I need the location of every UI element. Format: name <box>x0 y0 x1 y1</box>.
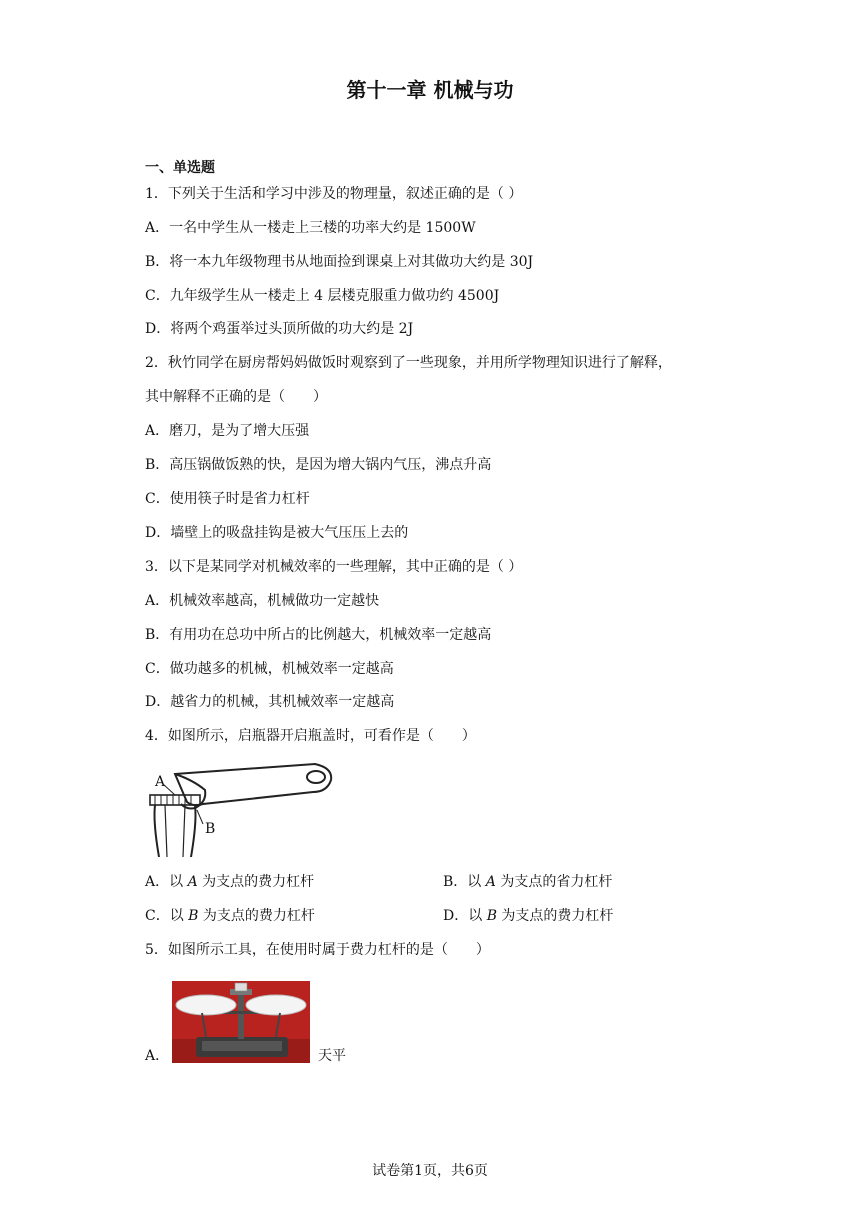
q2-stem-line2: 其中解释不正确的是（ ） <box>145 389 327 405</box>
section-heading: 一、单选题 <box>145 160 215 176</box>
q5-option-a-caption: 天平 <box>318 1048 346 1064</box>
q4-option-a: A．以 A 为支点的费力杠杆 <box>145 874 315 890</box>
q1-stem: 1．下列关于生活和学习中涉及的物理量，叙述正确的是（ ） <box>145 186 523 202</box>
page-title: 第十一章 机械与功 <box>346 78 514 102</box>
q3-stem: 3．以下是某同学对机械效率的一些理解，其中正确的是（ ） <box>145 559 523 575</box>
q3-option-b: B．有用功在总功中所占的比例越大，机械效率一定越高 <box>145 627 492 643</box>
q5-option-a-label: A． <box>145 1048 170 1064</box>
q2-option-a: A．磨刀，是为了增大压强 <box>145 423 310 439</box>
page-footer: 试卷第1页，共6页 <box>372 1163 488 1179</box>
q2-stem-line1: 2．秋竹同学在厨房帮妈妈做饭时观察到了一些现象，并用所学物理知识进行了解释， <box>145 355 672 371</box>
q4-option-c: C．以 B 为支点的费力杠杆 <box>145 908 315 924</box>
figure-label-a: A <box>155 774 166 790</box>
q1-option-b: B．将一本九年级物理书从地面捡到课桌上对其做功大约是 30J <box>145 254 534 270</box>
q4-stem: 4．如图所示，启瓶器开启瓶盖时，可看作是（ ） <box>145 728 476 744</box>
q3-option-c: C．做功越多的机械，机械效率一定越高 <box>145 661 394 677</box>
q3-option-d: D．越省力的机械，其机械效率一定越高 <box>145 694 395 710</box>
figure-label-b: B <box>205 821 216 837</box>
q2-option-c: C．使用筷子时是省力杠杆 <box>145 491 310 507</box>
bottle-opener-figure <box>145 762 335 857</box>
balance-scale-photo <box>172 981 310 1063</box>
q1-option-d: D．将两个鸡蛋举过头顶所做的功大约是 2J <box>145 321 414 337</box>
q5-stem: 5．如图所示工具，在使用时属于费力杠杆的是（ ） <box>145 942 490 958</box>
q1-option-c: C．九年级学生从一楼走上 4 层楼克服重力做功约 4500J <box>145 288 500 304</box>
q1-option-a: A．一名中学生从一楼走上三楼的功率大约是 1500W <box>145 220 476 236</box>
q4-option-d: D．以 B 为支点的费力杠杆 <box>443 908 614 924</box>
q2-option-d: D．墙壁上的吸盘挂钩是被大气压压上去的 <box>145 525 409 541</box>
q2-option-b: B．高压锅做饭熟的快，是因为增大锅内气压，沸点升高 <box>145 457 492 473</box>
q4-option-b: B．以 A 为支点的省力杠杆 <box>443 874 613 890</box>
q3-option-a: A．机械效率越高，机械做功一定越快 <box>145 593 380 609</box>
